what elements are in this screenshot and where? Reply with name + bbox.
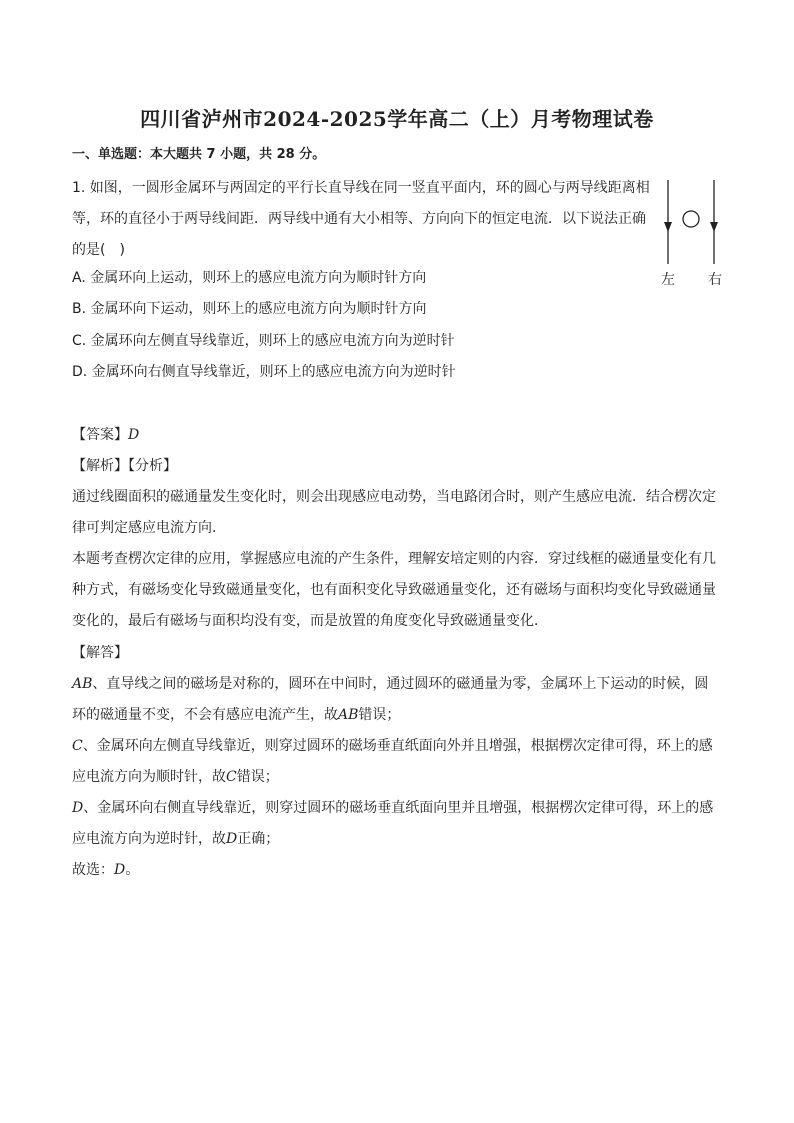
solution-c-text: 、金属环向左侧直导线靠近，则穿过圆环的磁场垂直纸面向外并且增强，根据楞次定律可得，环上的感应电流方向为顺时针，故: [72, 738, 713, 785]
var-ab: AB: [338, 707, 359, 723]
final-prefix: 故选：: [72, 862, 114, 878]
question-stem: 1. 如图，一圆形金属环与两固定的平行长直导线在同一竖直平面内，环的圆心与两导线距离相等，环的直径小于两导线间距．两导线中通有大小相等、方向向下的恒定电流．以下说法正确的是( ): [72, 180, 650, 258]
analysis-paragraph: 通过线圈面积的磁通量发生变化时，则会出现感应电动势，当电路闭合时，则产生感应电流．结合楞次定律可判定感应电流方向．: [72, 489, 716, 536]
var-d: D: [72, 800, 84, 816]
solution-ab-text: 、直导线之间的磁场是对称的，圆环在中间时，通过圆环的磁通量为零，金属环上下运动的时候，圆环的磁通量不变，不会有感应电流产生，故: [72, 676, 709, 723]
analysis-paragraph: 本题考查楞次定律的应用，掌握感应电流的产生条件，理解安培定则的内容．穿过线框的磁通量变化有几种方式，有磁场变化导致磁通量变化，也有面积变化导致磁通量变化，还有磁场与面积均变化导致磁通量变化的，最后有磁场与面积均没有变，而是放置的角度变化导致磁通量变化．: [72, 551, 716, 629]
final-suffix: 。: [125, 862, 140, 878]
var-ab: AB: [72, 676, 93, 692]
option-a: A. 金属环向上运动，则环上的感应电流方向为顺时针方向: [72, 270, 427, 286]
solution-c: [72, 731, 722, 793]
answer-label: 【答案】: [72, 427, 128, 443]
answer-value: D: [128, 427, 140, 443]
solution-block: [72, 669, 722, 886]
right-label: 右: [708, 272, 722, 288]
option-c: C. 金属环向左侧直导线靠近，则环上的感应电流方向为逆时针: [72, 333, 455, 349]
answer-line: [72, 420, 722, 451]
wire-ring-figure: [650, 172, 740, 292]
analysis-block: [72, 482, 722, 637]
solution-ab: [72, 669, 722, 731]
analysis-header: 【解析】【分析】: [72, 458, 177, 474]
option-b: B. 金属环向下运动，则环上的感应电流方向为顺时针方向: [72, 301, 427, 317]
metal-ring: [683, 211, 699, 227]
solution-d: [72, 793, 722, 855]
final-var: D: [114, 862, 126, 878]
var-c: C: [226, 769, 237, 785]
var-d: D: [226, 831, 238, 847]
final-choice: [72, 855, 722, 886]
page-title: 四川省泸州市2024-2025学年高二（上）月考物理试卷: [140, 107, 654, 131]
solution-c-end: 错误；: [236, 769, 279, 785]
solution-header: 【解答】: [72, 645, 128, 661]
var-c: C: [72, 738, 83, 754]
section-heading: 一、单选题：本大题共 7 小题，共 28 分。: [72, 147, 326, 162]
solution-d-end: 正确；: [237, 831, 280, 847]
figure-drawing: [650, 172, 740, 272]
solution-d-text: 、金属环向右侧直导线靠近，则穿过圆环的磁场垂直纸面向里并且增强，根据楞次定律可得，环上的感应电流方向为逆时针，故: [72, 800, 714, 847]
solution-ab-end: 错误；: [358, 707, 401, 723]
option-d: D. 金属环向右侧直导线靠近，则环上的感应电流方向为逆时针: [72, 364, 456, 380]
left-label: 左: [661, 272, 675, 288]
left-arrow-icon: [664, 222, 672, 232]
right-arrow-icon: [710, 222, 718, 232]
